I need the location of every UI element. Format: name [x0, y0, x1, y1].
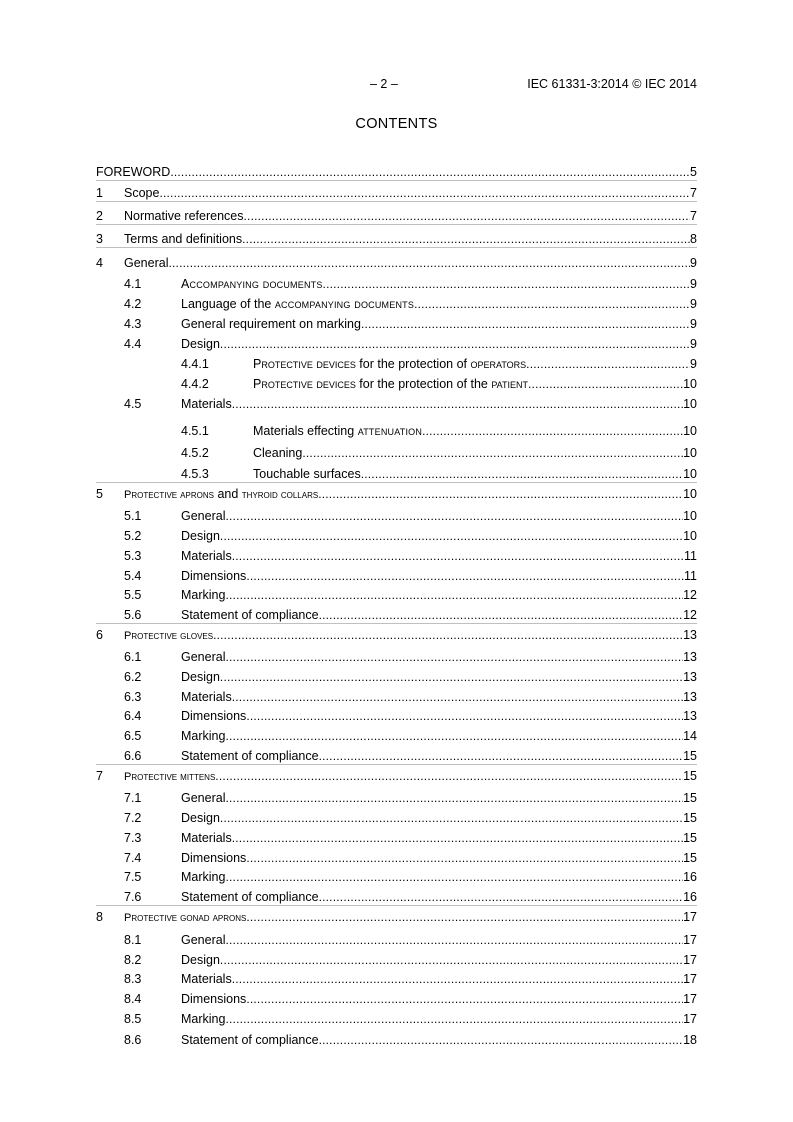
toc-title: Materials: [181, 831, 232, 845]
toc-title: Design: [181, 337, 220, 351]
toc-page: 9: [690, 337, 697, 351]
toc-entry-7-6[interactable]: [0, 889, 793, 905]
toc-entry-7-4[interactable]: [0, 850, 793, 866]
toc-page: 17: [683, 1012, 697, 1026]
toc-number: 4.5.2: [181, 446, 209, 460]
toc-page: 17: [683, 972, 697, 986]
toc-title: Marking: [181, 588, 226, 602]
toc-entry-4[interactable]: [0, 255, 793, 271]
toc-number: 6.3: [124, 690, 142, 704]
toc-page: 9: [690, 357, 697, 371]
toc-entry-7-1[interactable]: [0, 790, 793, 806]
toc-entry-8-4[interactable]: [0, 991, 793, 1007]
toc-entry-8-1[interactable]: [0, 932, 793, 948]
toc-page: 13: [683, 650, 697, 664]
toc-entry-4-5-1[interactable]: [0, 423, 793, 439]
toc-page: 11: [684, 569, 697, 583]
toc-entry-6-2[interactable]: [0, 669, 793, 685]
toc-entry-6-5[interactable]: [0, 728, 793, 744]
toc-title: Normative references: [124, 209, 244, 223]
divider: [96, 224, 697, 225]
toc-title: Dimensions: [181, 709, 247, 723]
toc-entry-5-5[interactable]: [0, 587, 793, 603]
divider: [96, 764, 697, 765]
toc-page: 10: [683, 446, 697, 460]
toc-page: 13: [683, 670, 697, 684]
toc-entry-1[interactable]: [0, 185, 793, 201]
toc-number: 8.5: [124, 1012, 142, 1026]
toc-title: Dimensions: [181, 992, 247, 1006]
toc-title: Design: [181, 953, 220, 967]
toc-entry-7[interactable]: [0, 768, 793, 784]
toc-number: 4.4.1: [181, 357, 209, 371]
divider: [96, 180, 697, 181]
toc-title: Dimensions: [181, 569, 247, 583]
divider: [96, 247, 697, 248]
toc-entry-5-6[interactable]: [0, 607, 793, 623]
toc-page: 9: [690, 317, 697, 331]
toc-number: 4.3: [124, 317, 142, 331]
toc-number: 8.1: [124, 933, 142, 947]
toc-entry-5-1[interactable]: [0, 508, 793, 524]
toc-page: 9: [690, 256, 697, 270]
toc-title: Design: [181, 670, 220, 684]
toc-entry-4-5-2[interactable]: [0, 445, 793, 461]
toc-entry-8-3[interactable]: [0, 971, 793, 987]
page-header: [0, 77, 793, 93]
toc-title: Statement of compliance: [181, 890, 319, 904]
page-number: – 2 –: [370, 77, 398, 91]
toc-title: Design: [181, 811, 220, 825]
toc-page: 15: [683, 811, 697, 825]
toc-number: 6.6: [124, 749, 142, 763]
toc-page: 17: [683, 953, 697, 967]
toc-number: 6: [96, 628, 103, 642]
toc-page: 13: [683, 690, 697, 704]
toc-title: Protective devices for the protection of the patient: [253, 377, 528, 391]
toc-page: 18: [683, 1033, 697, 1047]
toc-entry-4-4-1[interactable]: [0, 356, 793, 372]
toc-title: Touchable surfaces: [253, 467, 361, 481]
toc-title: Marking: [181, 1012, 226, 1026]
toc-title: General: [181, 791, 226, 805]
toc-number: 4.2: [124, 297, 142, 311]
toc-page: 9: [690, 277, 697, 291]
toc-title: Protective aprons and thyroid collars: [124, 487, 319, 501]
toc-number: 5.5: [124, 588, 142, 602]
toc-page: 15: [683, 831, 697, 845]
toc-title: Statement of compliance: [181, 608, 319, 622]
toc-page: 13: [683, 628, 697, 642]
toc-page: 15: [683, 749, 697, 763]
toc-number: 5.2: [124, 529, 142, 543]
toc-page: 10: [683, 487, 697, 501]
toc-entry-4-1[interactable]: [0, 276, 793, 292]
toc-entry-5-3[interactable]: [0, 548, 793, 564]
toc-page: 17: [683, 992, 697, 1006]
toc-page: 10: [683, 377, 697, 391]
toc-title: Marking: [181, 729, 226, 743]
toc-entry-8-6[interactable]: [0, 1032, 793, 1048]
toc-entry-6[interactable]: [0, 627, 793, 643]
toc-number: 7.1: [124, 791, 142, 805]
toc-number: 3: [96, 232, 103, 246]
toc-number: 8.3: [124, 972, 142, 986]
toc-title: Cleaning: [253, 446, 303, 460]
toc-page: 12: [683, 608, 697, 622]
toc-entry-6-1[interactable]: [0, 649, 793, 665]
toc-page: 10: [683, 467, 697, 481]
toc-number: 4.4.2: [181, 377, 209, 391]
toc-title: Scope: [124, 186, 160, 200]
toc-entry-8-5[interactable]: [0, 1011, 793, 1027]
toc-number: 2: [96, 209, 103, 223]
toc-number: 4.5.1: [181, 424, 209, 438]
standard-reference: IEC 61331-3:2014 © IEC 2014: [527, 77, 697, 91]
toc-title: Materials: [181, 690, 232, 704]
toc-number: 6.2: [124, 670, 142, 684]
toc-number: 5.4: [124, 569, 142, 583]
toc-number: 5.1: [124, 509, 142, 523]
toc-title: Protective gonad aprons: [124, 912, 247, 924]
toc-number: 8.6: [124, 1033, 142, 1047]
toc-title: Materials: [181, 972, 232, 986]
toc-number: 5: [96, 487, 103, 501]
toc-number: 1: [96, 186, 103, 200]
toc-page: 15: [683, 769, 697, 783]
toc-number: 7.6: [124, 890, 142, 904]
toc-number: 4.1: [124, 277, 142, 291]
toc-page: 17: [683, 910, 697, 924]
toc-entry-5-4[interactable]: [0, 568, 793, 584]
toc-number: 5.3: [124, 549, 142, 563]
toc-title: Terms and definitions: [124, 232, 243, 246]
toc-page: 12: [683, 588, 697, 602]
toc-title: General: [124, 256, 169, 270]
toc-title: Statement of compliance: [181, 1033, 319, 1047]
toc-title: Accompanying documents: [181, 277, 323, 291]
toc-number: 8.4: [124, 992, 142, 1006]
toc-title: Protective devices for the protection of operators: [253, 357, 527, 371]
toc-entry-4-3[interactable]: [0, 316, 793, 332]
toc-entry-8-2[interactable]: [0, 952, 793, 968]
toc-title: FOREWORD: [96, 165, 171, 179]
toc-number: 7.4: [124, 851, 142, 865]
toc-page: 5: [690, 165, 697, 179]
toc-number: 7.5: [124, 870, 142, 884]
toc-title: Protective mittens: [124, 771, 216, 783]
toc-page: 7: [690, 186, 697, 200]
toc-title: Statement of compliance: [181, 749, 319, 763]
toc-title: Protective gloves: [124, 630, 214, 642]
toc-number: 6.5: [124, 729, 142, 743]
toc-entry-3[interactable]: [0, 231, 793, 247]
toc-title: Materials effecting attenuation: [253, 424, 423, 438]
divider: [96, 623, 697, 624]
toc-page: 8: [690, 232, 697, 246]
toc-number: 6.4: [124, 709, 142, 723]
toc-number: 4: [96, 256, 103, 270]
toc-entry-7-3[interactable]: [0, 830, 793, 846]
toc-page: 14: [683, 729, 697, 743]
toc-number: 7.3: [124, 831, 142, 845]
toc-title: Design: [181, 529, 220, 543]
toc-entry-5-2[interactable]: [0, 528, 793, 544]
toc-entry-6-3[interactable]: [0, 689, 793, 705]
toc-entry-2[interactable]: [0, 208, 793, 224]
toc-title: General: [181, 509, 226, 523]
toc-number: 4.5.3: [181, 467, 209, 481]
toc-title: Dimensions: [181, 851, 247, 865]
toc-entry-foreword[interactable]: [0, 164, 793, 180]
toc-page: 10: [683, 529, 697, 543]
toc-number: 7.2: [124, 811, 142, 825]
toc-page: 15: [683, 851, 697, 865]
divider: [96, 201, 697, 202]
toc-page: 15: [683, 791, 697, 805]
toc-entry-6-4[interactable]: [0, 708, 793, 724]
toc-page: 17: [683, 933, 697, 947]
page-title: CONTENTS: [355, 116, 438, 132]
toc-number: 4.5: [124, 397, 142, 411]
toc-page: 13: [683, 709, 697, 723]
toc-page: 16: [683, 890, 697, 904]
toc-entry-8[interactable]: [0, 909, 793, 925]
toc-entry-7-2[interactable]: [0, 810, 793, 826]
toc-title: General: [181, 933, 226, 947]
toc-page: 16: [683, 870, 697, 884]
toc-title: Materials: [181, 397, 232, 411]
toc-page: 11: [684, 549, 697, 563]
toc-title: General: [181, 650, 226, 664]
divider: [96, 905, 697, 906]
toc-page: 9: [690, 297, 697, 311]
toc-title: Materials: [181, 549, 232, 563]
toc-title: Marking: [181, 870, 226, 884]
toc-number: 4.4: [124, 337, 142, 351]
toc-number: 8.2: [124, 953, 142, 967]
toc-entry-4-5[interactable]: [0, 396, 793, 412]
toc-entry-4-4-2[interactable]: [0, 376, 793, 392]
toc-title: General requirement on marking: [181, 317, 361, 331]
toc-number: 7: [96, 769, 103, 783]
toc-number: 6.1: [124, 650, 142, 664]
toc-entry-6-6[interactable]: [0, 748, 793, 764]
toc-page: 10: [683, 397, 697, 411]
toc-page: 10: [683, 424, 697, 438]
toc-page: 7: [690, 209, 697, 223]
toc-title: Language of the accompanying documents: [181, 297, 415, 311]
toc-entry-5[interactable]: [0, 486, 793, 502]
toc-entry-4-5-3[interactable]: [0, 466, 793, 482]
divider: [96, 482, 697, 483]
toc-number: 5.6: [124, 608, 142, 622]
toc-page: 10: [683, 509, 697, 523]
toc-entry-7-5[interactable]: [0, 869, 793, 885]
toc-entry-4-4[interactable]: [0, 336, 793, 352]
toc-entry-4-2[interactable]: [0, 296, 793, 312]
toc-number: 8: [96, 910, 103, 924]
